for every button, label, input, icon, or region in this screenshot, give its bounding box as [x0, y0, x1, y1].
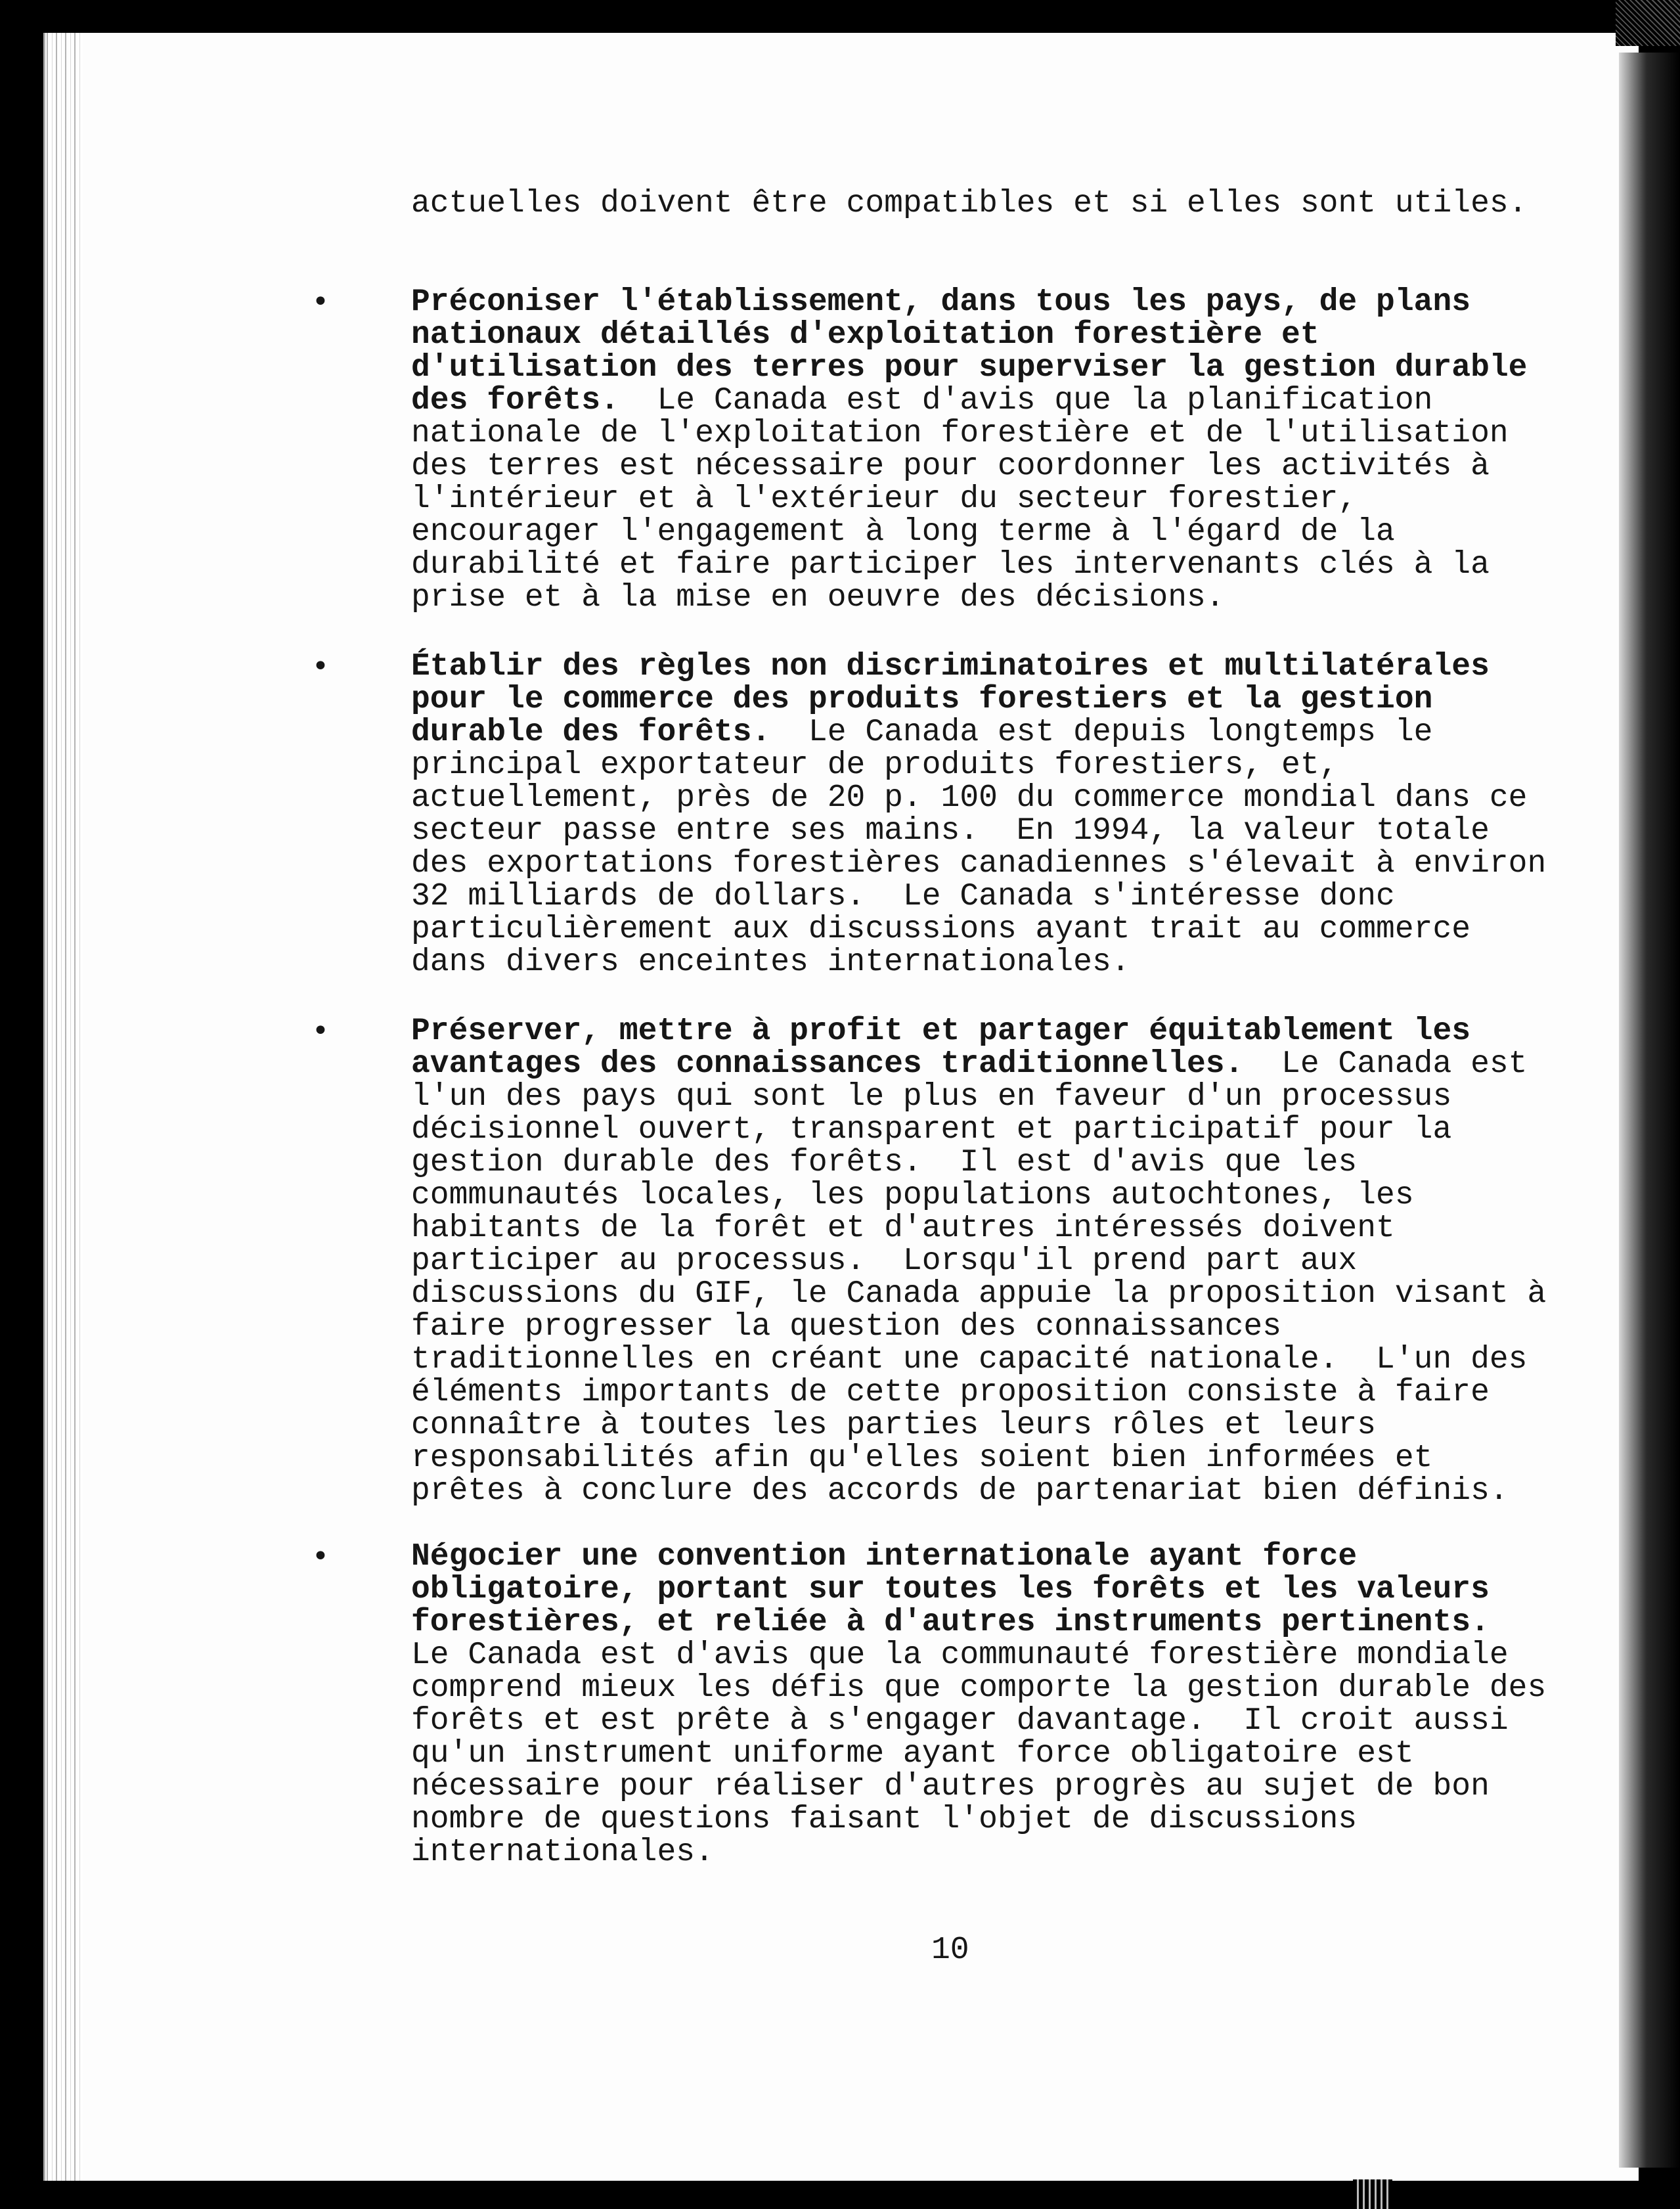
bullet-paragraph-2	[411, 650, 1613, 979]
continuation-paragraph: actuelles doivent être compatibles et si elles sont utiles.	[411, 186, 1528, 221]
bullet-paragraph-1	[411, 286, 1613, 614]
paragraph-4-lead: Négocier une convention internationale ayant force obligatoire, portant sur toutes les forêts et les valeurs forestières, et reliée à d'autres instruments pertinents.	[411, 1539, 1490, 1640]
paragraph-3-body: Le Canada est l'un des pays qui sont le plus en faveur d'un processus décisionnel ouvert, transparent et participatif pour la gestion durable des forêts. Il est d'avis que les communautés locales, les populations autochtones, les habitants de la forêt et d'autres intéressés doivent participer au processus. Lorsqu'il prend part aux discussions du GIF, le Canada appuie la proposition visant à faire progresser la question des connaissances traditionnelles en créant une capacité nationale. L'un des éléments importants de cette proposition consiste à faire connaître à toutes les parties leurs rôles et leurs responsabilités afin qu'elles soient bien informées et prêtes à conclure des accords de partenariat bien définis.	[411, 1046, 1547, 1509]
paragraph-3-lead: Préserver, mettre à profit et partager équitablement les avantages des connaissances traditionnelles.	[411, 1014, 1471, 1082]
bullet-marker-2: •	[312, 650, 329, 683]
bullet-paragraph-3	[411, 1015, 1613, 1507]
page-number: 10	[931, 1932, 969, 1968]
bullet-marker-3: •	[312, 1014, 329, 1048]
bullet-marker-1: •	[312, 285, 329, 319]
paragraph-1-body: Le Canada est d'avis que la planification nationale de l'exploitation forestière et de l'utilisation des terres est nécessaire pour coordonner les activités à l'intérieur et à l'extérieur du secteur forestier, encourager l'engagement à long terme à l'égard de la durabilité et faire participer les intervenants clés à la prise et à la mise en oeuvre des décisions.	[411, 383, 1509, 615]
paragraph-2-body: Le Canada est depuis longtemps le principal exportateur de produits forestiers, et, actuellement, près de 20 p. 100 du commerce mondial dans ce secteur passe entre ses mains. En 1994, la valeur totale des exportations forestières canadiennes s'élevait à environ 32 milliards de dollars. Le Canada s'intéresse donc particulièrement aux discussions ayant trait au commerce dans divers enceintes internationales.	[411, 715, 1547, 980]
paragraph-1-lead: Préconiser l'établissement, dans tous les pays, de plans nationaux détaillés d'exploitation forestière et d'utilisation des terres pour superviser la gestion durable des forêts.	[411, 284, 1528, 418]
paragraph-2-lead: Établir des règles non discriminatoires et multilatérales pour le commerce des produits forestiers et la gestion durable des forêts.	[411, 649, 1490, 750]
paragraph-4-body: Le Canada est d'avis que la communauté forestière mondiale comprend mieux les défis que comporte la gestion durable des forêts et est prête à s'engager davantage. Il croit aussi qu'un instrument uniforme ayant force obligatoire est nécessaire pour réaliser d'autres progrès au sujet de bon nombre de questions faisant l'objet de discussions internationales.	[411, 1638, 1547, 1870]
bullet-paragraph-4	[411, 1540, 1613, 1869]
bullet-marker-4: •	[312, 1540, 329, 1573]
